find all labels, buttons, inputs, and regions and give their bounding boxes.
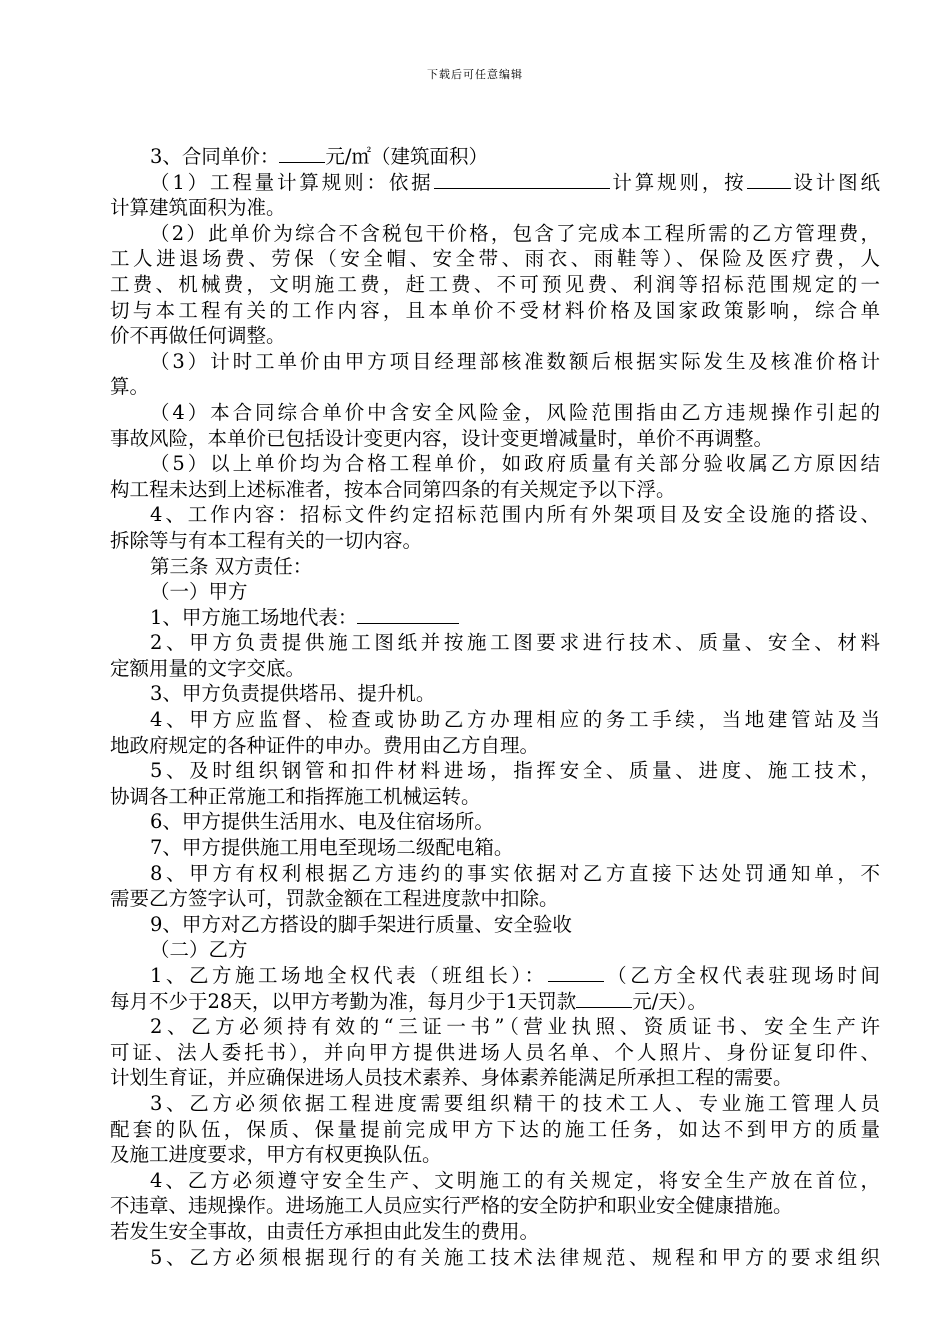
text-line [110,298,880,324]
line-text: 设计图纸 [790,170,880,194]
text-line [110,707,880,733]
fill-in-blank [576,989,632,1008]
text-line [110,1065,880,1091]
text-line [110,733,880,759]
text-line [110,630,880,656]
line-text: （2）此单价为综合不含税包干价格，包含了完成本工程所需的乙方管理费， [150,221,880,245]
line-text: 及施工进度要求，甲方有权更换队伍。 [110,1143,442,1167]
line-text: 每月不少于28天，以甲方考勤为准，每月少于1天罚款 [110,989,577,1013]
line-text: 事故风险，本单价已包括设计变更内容，设计变更增减量时，单价不再调整。 [110,426,774,450]
line-text: 1、甲方施工场地代表： [150,605,358,629]
text-line [110,784,880,810]
text-line [110,989,880,1015]
text-line [110,861,880,887]
line-text: 4、工作内容：招标文件约定招标范围内所有外架项目及安全设施的搭设、 [150,503,880,527]
text-line [110,170,880,196]
line-text: 协调各工种正常施工和指挥施工机械运转。 [110,784,481,808]
page-header-note: 下载后可任意编辑 [427,68,523,81]
text-line [110,426,880,452]
text-line [110,246,880,272]
line-text: 1、乙方施工场地全权代表（班组长）： [150,964,548,987]
text-line [110,681,880,707]
line-text: 构工程未达到上述标准者，按本合同第四条的有关规定予以下浮。 [110,477,676,501]
text-line [110,1245,880,1271]
line-text: 切与本工程有关的工作内容，且本单价不受材料价格及国家政策影响，综合单 [110,298,880,322]
line-text: 计划生育证，并应确保进场人员技术素养、身体素养能满足所承担工程的需要。 [110,1066,793,1090]
text-line [110,374,880,400]
line-text: （4）本合同综合单价中含安全风险金，风险范围指由乙方违规操作引起的 [150,400,880,424]
line-text: 5、及时组织钢管和扣件材料进场，指挥安全、质量、进度、施工技术， [150,759,880,783]
line-text: 4、甲方应监督、检查或协助乙方办理相应的务工手续，当地建管站及当 [150,708,880,732]
text-line [110,835,880,861]
line-text: 9、甲方对乙方搭设的脚手架进行质量、安全验收 [150,912,572,936]
line-text: 地政府规定的各种证件的申办。费用由乙方自理。 [110,733,540,757]
text-line [110,1219,880,1245]
text-line [110,886,880,912]
line-text: 4、乙方必须遵守安全生产、文明施工的有关规定，将安全生产放在首位， [150,1168,880,1192]
line-text: 算。 [110,375,150,399]
line-text: 定额用量的文字交底。 [110,656,306,680]
line-text: （二）乙方 [150,938,248,962]
line-text: 元/㎡（建筑面积） [325,145,488,168]
line-text: 可证、法人委托书），并向甲方提供进场人员名单、个人照片、身份证复印件、 [110,1040,880,1064]
text-line [110,323,880,349]
text-line [110,656,880,682]
text-line [110,1091,880,1117]
line-text: 3、甲方负责提供塔吊、提升机。 [150,682,436,706]
line-text: 3、合同单价： [150,145,280,168]
text-line [110,400,880,426]
text-line [110,1142,880,1168]
line-text: 第三条 双方责任： [150,554,313,578]
fill-in-blank [548,963,604,982]
text-line [110,1193,880,1219]
line-text: 工人进退场费、劳保（安全帽、安全带、雨衣、雨鞋等）、保险及医疗费，人 [110,247,880,271]
line-text: 2、乙方必须持有效的“三证一书”（营业执照、资质证书、安全生产许 [150,1015,880,1039]
text-line [110,963,880,989]
text-line [110,937,880,963]
text-line [110,758,880,784]
text-line [110,1117,880,1143]
text-line [110,451,880,477]
text-line [110,579,880,605]
line-text: 若发生安全事故，由责任方承担由此发生的费用。 [110,1219,540,1243]
line-text: 配套的队伍，保质、保量提前完成甲方下达的施工任务，如达不到甲方的质量 [110,1117,880,1141]
text-line [110,554,880,580]
text-line [110,605,880,631]
line-text: （5）以上单价均为合格工程单价，如政府质量有关部分验收属乙方原因结 [150,452,880,476]
line-text: 工费、机械费，文明施工费，赶工费、不可预见费、利润等招标范围规定的一 [110,272,880,296]
line-text: （乙方全权代表驻现场时间 [603,964,880,987]
text-line [110,272,880,298]
text-line [110,502,880,528]
line-text: 不违章、违规操作。进场施工人员应实行严格的安全防护和职业安全健康措施。 [110,1194,793,1218]
line-text: 5、乙方必须根据现行的有关施工技术法律规范、规程和甲方的要求组织 [150,1245,880,1269]
line-text: （1）工程量计算规则：依据 [150,170,434,194]
text-line [110,221,880,247]
line-text: 拆除等与有本工程有关的一切内容。 [110,528,423,552]
text-line [110,1014,880,1040]
line-text: （一）甲方 [150,580,248,604]
text-line [110,912,880,938]
fill-in-blank [434,170,610,189]
fill-in-blank [357,605,459,624]
text-line [110,349,880,375]
text-line [110,1040,880,1066]
fill-in-blank [279,144,325,163]
line-text: 价不再做任何调整。 [110,324,286,348]
fill-in-blank [747,170,791,189]
text-line [110,1168,880,1194]
line-text: 3、乙方必须依据工程进度需要组织精干的技术工人、专业施工管理人员 [150,1091,880,1115]
line-text: （3）计时工单价由甲方项目经理部核准数额后根据实际发生及核准价格计 [150,349,880,373]
text-line [110,809,880,835]
document-body [110,144,880,1270]
text-line [110,144,880,170]
line-text: 需要乙方签字认可，罚款金额在工程进度款中扣除。 [110,887,559,911]
line-text: 7、甲方提供施工用电至现场二级配电箱。 [150,836,514,860]
line-text: 2、甲方负责提供施工图纸并按施工图要求进行技术、质量、安全、材料 [150,631,880,655]
line-text: 6、甲方提供生活用水、电及住宿场所。 [150,810,494,834]
line-text: 计算规则，按 [609,170,747,194]
line-text: 8、甲方有权利根据乙方违约的事实依据对乙方直接下达处罚通知单，不 [150,861,880,885]
text-line [110,195,880,221]
line-text: 元/天）。 [632,989,708,1013]
line-text: 计算建筑面积为准。 [110,196,286,220]
text-line [110,528,880,554]
text-line [110,477,880,503]
